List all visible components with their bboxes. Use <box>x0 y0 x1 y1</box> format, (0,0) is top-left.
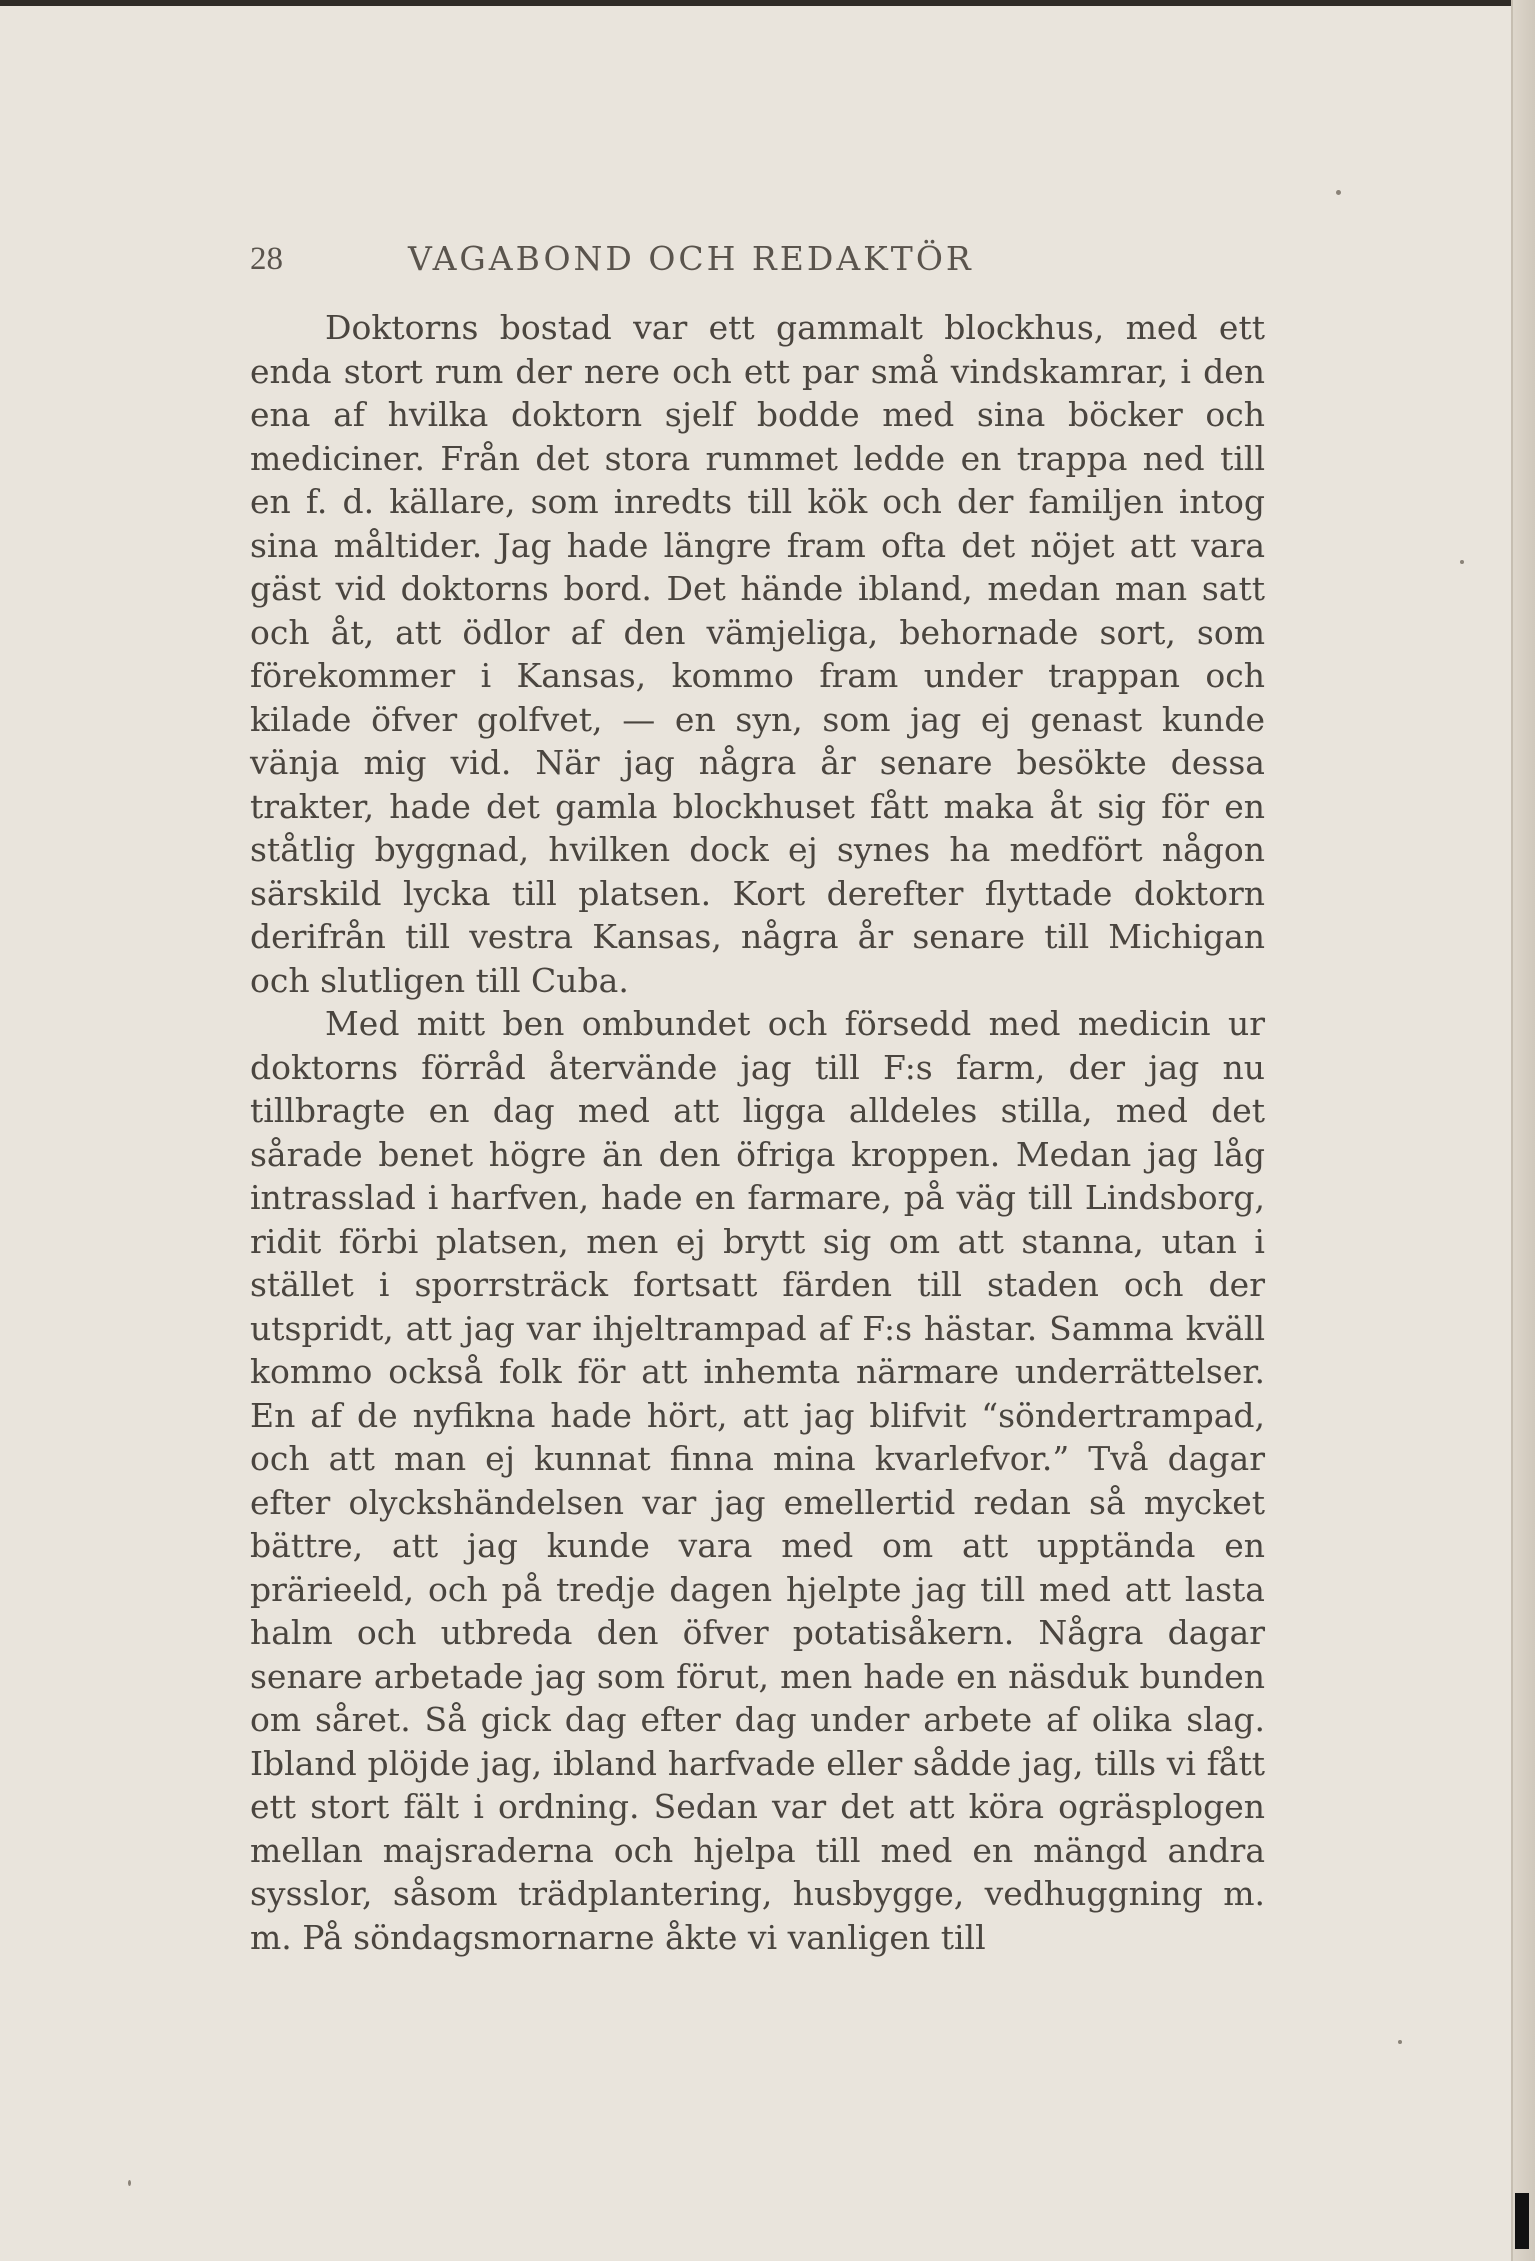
body-text <box>250 306 1265 1959</box>
paper-speck <box>1398 2040 1402 2044</box>
edge-mark <box>1515 2193 1529 2249</box>
page-top-edge <box>0 0 1535 6</box>
paragraph: Doktorns bostad var ett gammalt blockhus, med ett enda stort rum der nere och ett par små vindskamrar, i den ena af hvilka doktorn sjelf bodde med sina böcker och mediciner. Från det stora rummet ledde en trappa ned till en f. d. källare, som inredts till kök och der familjen intog sina måltider. Jag hade längre fram ofta det nöjet att vara gäst vid doktorns bord. Det hände ibland, medan man satt och åt, att ödlor af den vämjeliga, behornade sort, som förekommer i Kansas, kommo fram under trappan och kilade öfver golfvet, — en syn, som jag ej genast kunde vänja mig vid. När jag några år senare besökte dessa trakter, hade det gamla blockhuset fått maka åt sig för en ståtlig byggnad, hvilken dock ej synes ha medfört någon särskild lycka till platsen. Kort derefter flyttade doktorn derifrån till vestra Kansas, några år senare till Michigan och slutligen till Cuba. <box>250 308 1265 1000</box>
running-title: VAGABOND OCH REDAKTÖR <box>408 239 974 278</box>
paper-speck <box>1336 190 1341 195</box>
running-head <box>250 236 1265 282</box>
page-number: 28 <box>250 241 283 277</box>
paper-speck <box>1460 560 1464 564</box>
paragraph: Med mitt ben ombundet och försedd med medicin ur doktorns förråd återvände jag till F:s farm, der jag nu tillbragte en dag med att ligga alldeles stilla, med det sårade benet högre än den öfriga kroppen. Medan jag låg intrasslad i harfven, hade en farmare, på väg till Lindsborg, ridit förbi platsen, men ej brytt sig om att stanna, utan i stället i sporrsträck fortsatt färden till staden och der utspridt, att jag var ihjeltrampad af F:s hästar. Samma kväll kommo också folk för att inhemta närmare underrättelser. En af de nyfikna hade hört, att jag blifvit “söndertrampad, och att man ej kunnat finna mina kvarlefvor.” Två dagar efter olyckshändelsen var jag emellertid redan så mycket bättre, att jag kunde vara med om att upptända en prärieeld, och på tredje dagen hjelpte jag till med att lasta halm och utbreda den öfver potatisåkern. Några dagar senare arbetade jag som förut, men hade en näsduk bunden om såret. Så gick dag efter dag under arbete af olika slag. Ibland plöjde jag, ibland harfvade eller sådde jag, tills vi fått ett stort fält i ordning. Sedan var det att köra ogräsplogen mellan majsraderna och hjelpa till med en mängd andra sysslor, såsom trädplantering, husbygge, vedhuggning m. m. På söndagsmornarne åkte vi vanligen till <box>250 1004 1265 1957</box>
book-page <box>250 236 1265 1959</box>
book-spine-edge <box>1511 0 1535 2261</box>
paper-speck <box>128 2180 131 2186</box>
